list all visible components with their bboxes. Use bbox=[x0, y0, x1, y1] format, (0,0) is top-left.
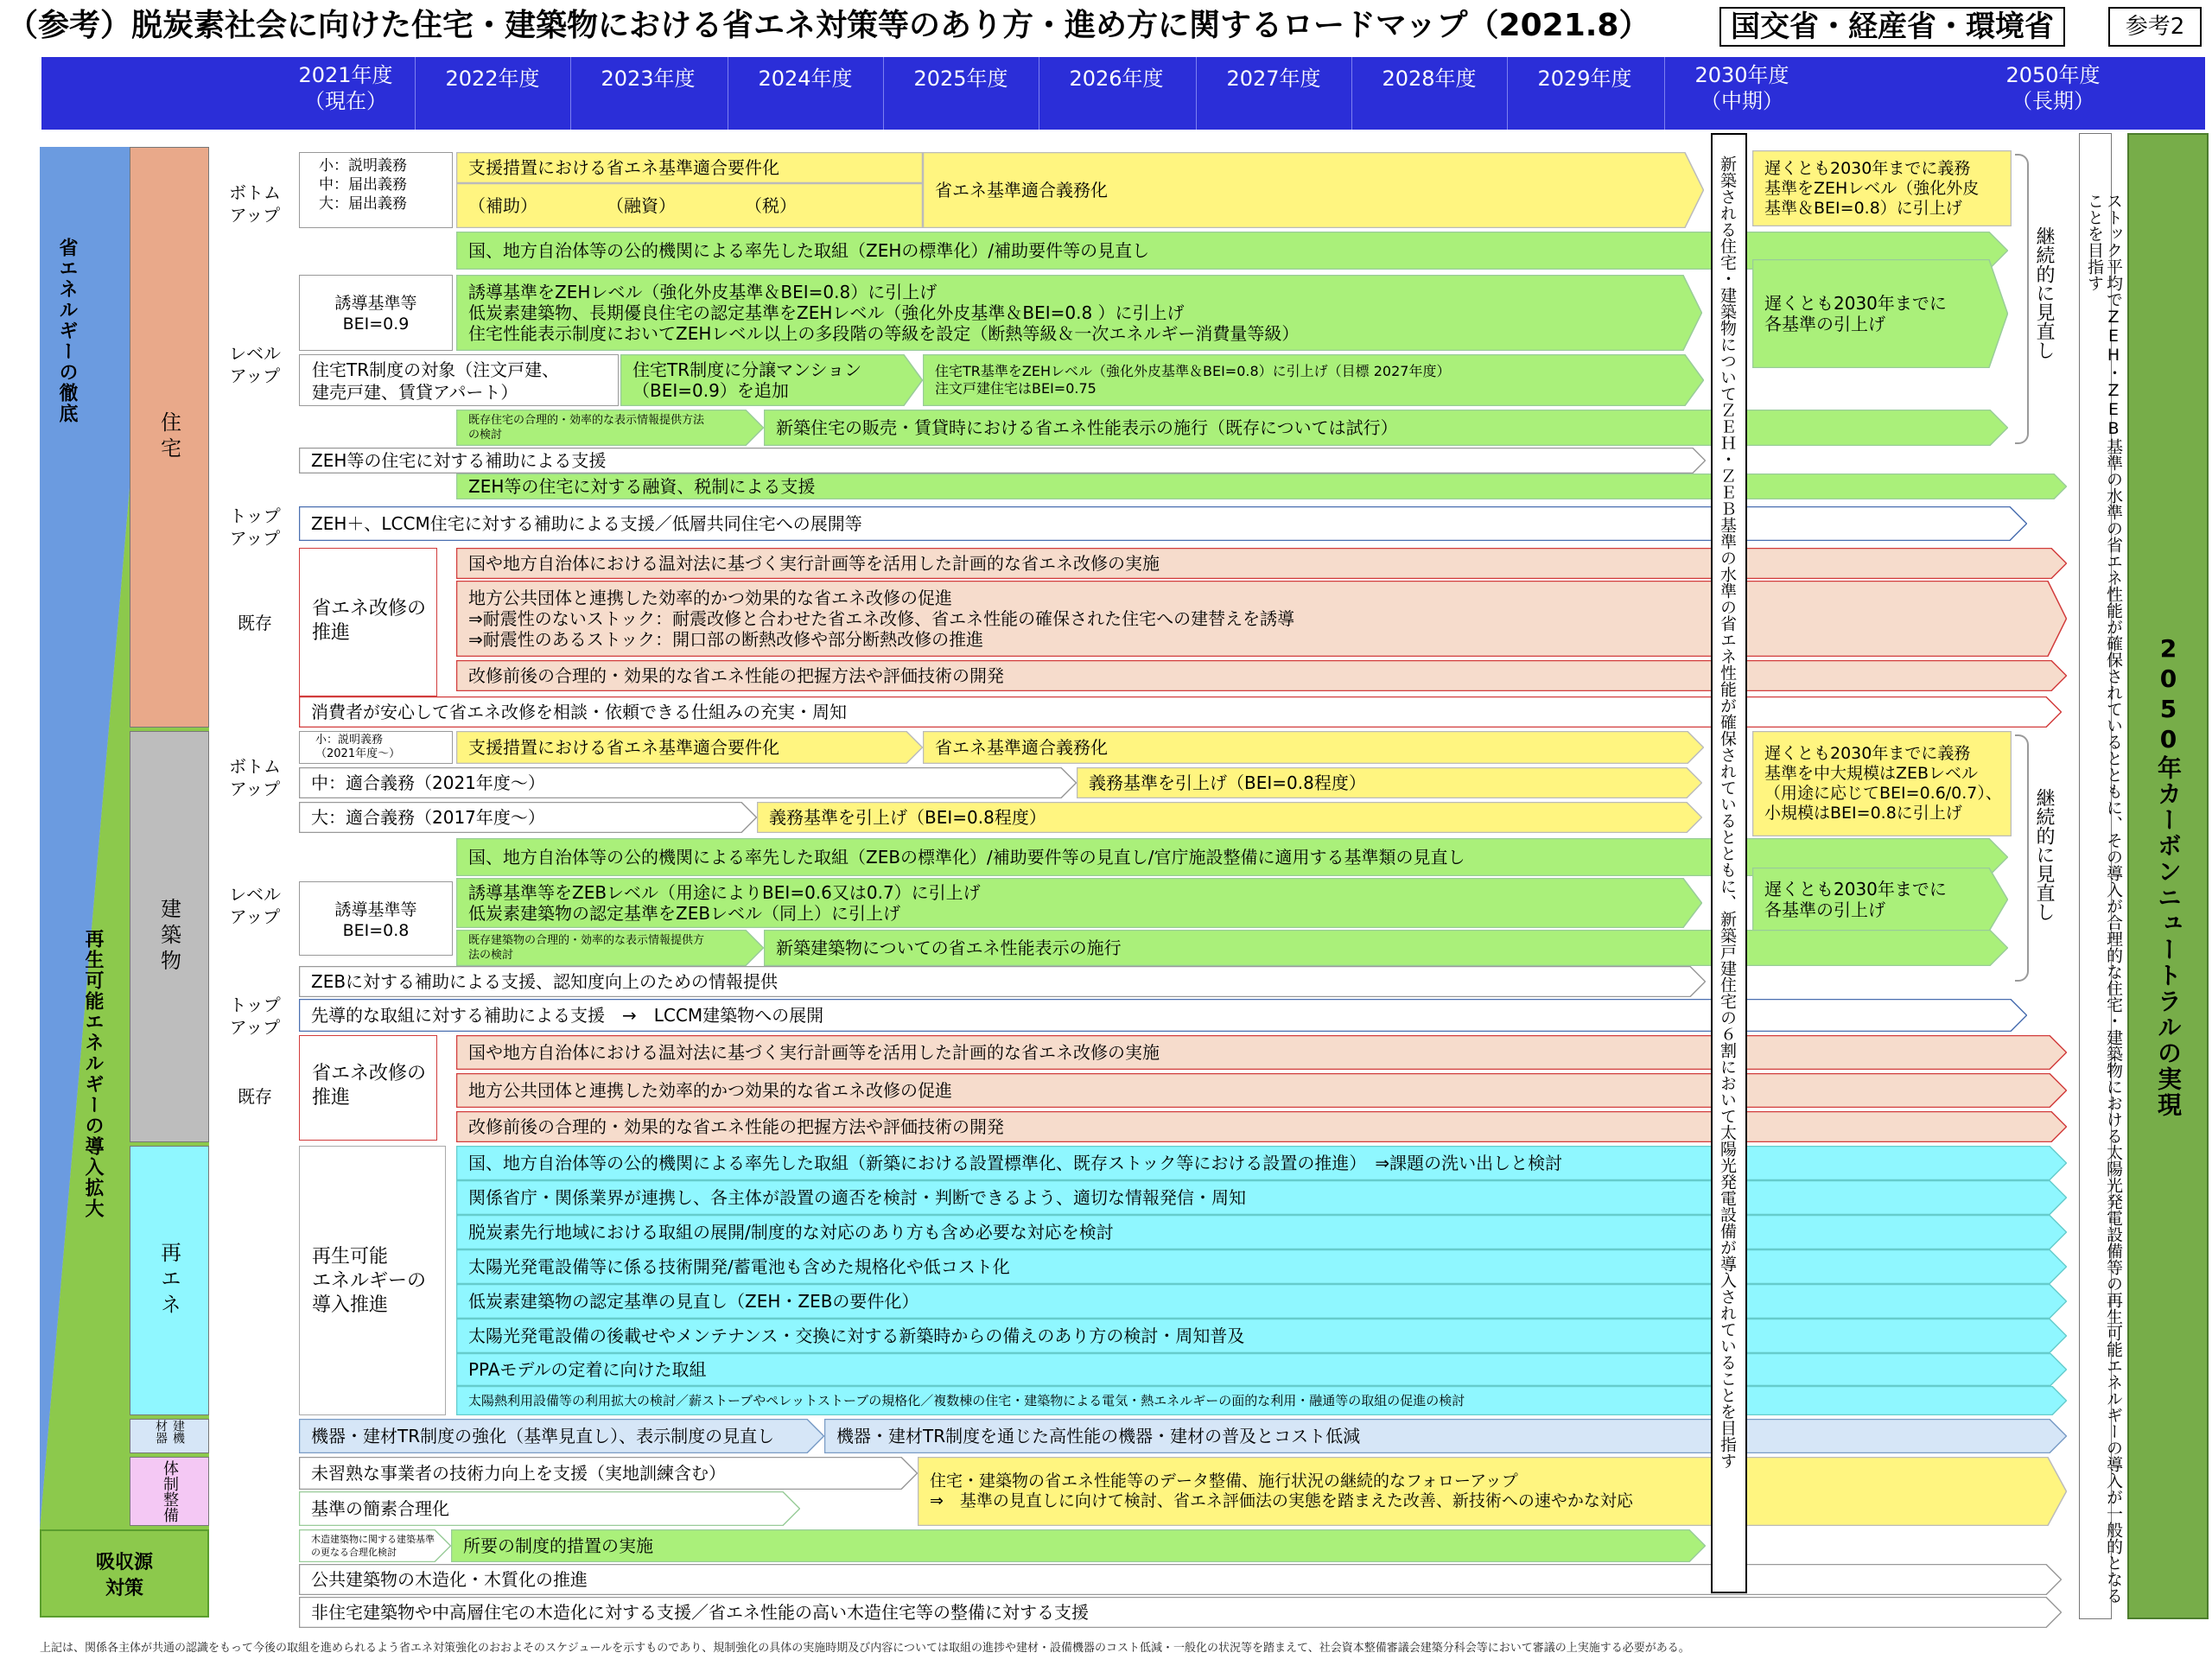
org-label: 国交省・経産省・環境省 bbox=[1719, 7, 2065, 47]
roadmap-bar-e2 bbox=[824, 1419, 2067, 1453]
long-term-target-box bbox=[2079, 133, 2123, 1619]
roadmap-bar-h11 bbox=[456, 660, 2067, 691]
cat-house-label: 住宅 bbox=[156, 411, 181, 463]
absorb-label-2: 対策 bbox=[105, 1578, 143, 1599]
label-house-tr: 住宅TR制度の対象（注文戸建、 建売戸建、賃貸アパート） bbox=[299, 354, 619, 406]
roadmap-bar-a1a bbox=[299, 1529, 451, 1562]
roadmap-bar-h1b bbox=[456, 183, 923, 228]
review-brace-bldg bbox=[2015, 734, 2029, 982]
label-house-duty: 小：説明義務 中：届出義務 大：届出義務 bbox=[299, 152, 453, 228]
roadmap-bar-h7 bbox=[456, 474, 2067, 499]
roadmap-bar-text: 支援措置における省エネ基準適合要件化 bbox=[468, 157, 779, 178]
mid-term-target-box bbox=[1711, 133, 1747, 1593]
roadmap-bar-text: PPAモデルの定着に向けた取組 bbox=[468, 1359, 707, 1380]
roadmap-bar-b9 bbox=[456, 1035, 2067, 1070]
roadmap-bar-text: 新築建築物についての省エネ性能表示の施行 bbox=[776, 938, 1122, 958]
roadmap-bar-r5 bbox=[456, 1284, 2067, 1319]
roadmap-bar-a3 bbox=[299, 1597, 2062, 1628]
page-title: （参考）脱炭素社会に向けた住宅・建築物における省エネ対策等のあり方・進め方に関するロードマップ（2021.8） bbox=[7, 8, 1650, 43]
year-label: 2028年度 bbox=[1382, 67, 1477, 91]
roadmap-bar-h1a bbox=[456, 152, 923, 183]
roadmap-bar-h1d bbox=[1752, 150, 2012, 226]
goal-2050-text: 2050年カーボンニュートラルの実現 bbox=[2154, 634, 2183, 1118]
roadmap-bar-text: 国、地方自治体等の公的機関による率先した取組（ZEHの標準化）/補助要件等の見直し bbox=[468, 240, 1150, 261]
roadmap-bar-text: ZEH等の住宅に対する融資、税制による支援 bbox=[468, 476, 816, 497]
roadmap-bar-b3 bbox=[299, 802, 757, 833]
roadmap-bar-text: 省エネ基準適合義務化 bbox=[935, 180, 1108, 200]
roadmap-bar-h4b bbox=[923, 354, 1704, 406]
roadmap-bar-text: 先導的な取組に対する補助による支援 → LCCM建築物への展開 bbox=[311, 1005, 824, 1026]
label-house-kaishu: 省エネ改修の 推進 bbox=[299, 548, 437, 696]
roadmap-bar-text: 国、地方自治体等の公的機関による率先した取組（ZEBの標準化）/補助要件等の見直し/官庁施設整備に適用する基準類の見直し bbox=[468, 847, 1465, 868]
goal-2050-box bbox=[2127, 133, 2209, 1619]
roadmap-bar-text: 住宅TR基準をZEHレベル（強化外皮基準＆BEI=0.8）に引上げ（目標 2027年度） 注文戸建住宅はBEI=0.75 bbox=[935, 363, 1451, 397]
label-renew: 再生可能 エネルギーの 導入推進 bbox=[299, 1146, 446, 1415]
year-label: 2026年度 bbox=[1069, 67, 1164, 91]
roadmap-bar-text: 非住宅建築物や中高層住宅の木造化に対する支援／省エネ性能の高い木造住宅等の整備に対する支援 bbox=[311, 1602, 1089, 1623]
roadmap-bar-b11 bbox=[456, 1111, 2067, 1142]
year-label: 2030年度 （中期） bbox=[1694, 63, 1789, 113]
roadmap-bar-r2 bbox=[456, 1180, 2067, 1215]
roadmap-bar-text: 遅くとも2030年までに 各基準の引上げ bbox=[1764, 879, 1947, 920]
roadmap-bar-h5a bbox=[456, 410, 764, 446]
roadmap-bar-h3 bbox=[456, 275, 1702, 351]
absorb-label-1: 吸収源 bbox=[95, 1552, 153, 1573]
roadmap-bar-b1a bbox=[456, 731, 923, 764]
roadmap-bar-text: 遅くとも2030年までに 各基準の引上げ bbox=[1764, 293, 1947, 334]
roadmap-bar-text: 住宅・建築物の省エネ性能等のデータ整備、施行状況の継続的なフォローアップ ⇒ 基準の見直しに向けて検討、省エネ評価法の実態を踏まえた改善、新技術への速やかな対応 bbox=[930, 1471, 1633, 1510]
roadmap-bar-text: ZEH＋、LCCM住宅に対する補助による支援／低層共同住宅への展開等 bbox=[311, 513, 862, 534]
cat-building-label: 建築物 bbox=[156, 898, 181, 976]
roadmap-bar-text: 義務基準を引上げ（BEI=0.8程度） bbox=[1089, 772, 1366, 793]
roadmap-bar-r1 bbox=[456, 1146, 2067, 1180]
roadmap-bar-text: 地方公共団体と連携した効率的かつ効果的な省エネ改修の促進 ⇒耐震性のないストック：耐震改修と合わせた省エネ改修、省エネ性能の確保された住宅への建替えを誘導 ⇒耐震性のあるストック：開口部の断熱改修や部分断熱改修の推進 bbox=[468, 588, 1295, 650]
roadmap-bar-text: ZEBに対する補助による支援、認知度向上のための情報提供 bbox=[311, 971, 779, 992]
side-energy-label: 省エネルギーの徹底 bbox=[56, 238, 78, 424]
side-renew-label: 再生可能エネルギーの導入拡大 bbox=[82, 929, 104, 1219]
roadmap-bar-b10 bbox=[456, 1073, 2067, 1108]
roadmap-bar-text: 国や地方自治体における温対法に基づく実行計画等を活用した計画的な省エネ改修の実施 bbox=[468, 553, 1160, 574]
roadmap-bar-h5b bbox=[764, 410, 2008, 446]
roadmap-bar-h1c bbox=[923, 152, 1704, 228]
roadmap-bar-text: 遅くとも2030年までに義務 基準を中大規模はZEBレベル （用途に応じてBEI=0.6/0.7）、 小規模はBEI=0.8に引上げ bbox=[1764, 744, 2002, 823]
roadmap-bar-b8 bbox=[299, 999, 2027, 1032]
year-label: 2027年度 bbox=[1226, 67, 1321, 91]
roadmap-bar-text: 省エネ基準適合義務化 bbox=[935, 737, 1108, 758]
roadmap-bar-h3d bbox=[1752, 259, 2008, 368]
sub-bldg-bottom: ボトム アップ bbox=[229, 756, 281, 799]
label-bldg-small: 小：説明義務 （2021年度～） bbox=[299, 731, 453, 764]
roadmap-bar-text: 国、地方自治体等の公的機関による率先した取組（新築における設置標準化、既存ストック等における設置の推進） ⇒課題の洗い出しと検討 bbox=[468, 1153, 1563, 1173]
roadmap-bar-text: ZEH等の住宅に対する補助による支援 bbox=[311, 450, 607, 471]
label-bldg-kaishu: 省エネ改修の 推進 bbox=[299, 1035, 437, 1141]
roadmap-bar-b5 bbox=[456, 878, 1702, 928]
roadmap-bar-b2x bbox=[1077, 767, 1702, 798]
review-label-bldg: 継続的に見直し bbox=[2033, 788, 2055, 921]
review-label-house: 継続的に見直し bbox=[2033, 226, 2055, 359]
label-bldg-yudo: 誘導基準等 BEI=0.8 bbox=[299, 881, 453, 956]
roadmap-bar-text: 改修前後の合理的・効果的な省エネ性能の把握方法や評価技術の開発 bbox=[468, 665, 1004, 686]
year-label: 2023年度 bbox=[601, 67, 696, 91]
roadmap-bar-text: 低炭素建築物の認定基準の見直し（ZEH・ZEBの要件化） bbox=[468, 1291, 919, 1312]
roadmap-bar-r7 bbox=[456, 1353, 2067, 1386]
roadmap-bar-h4a bbox=[620, 354, 923, 406]
sub-bldg-top: トップ アップ bbox=[229, 995, 281, 1038]
review-brace-house bbox=[2015, 154, 2029, 444]
roadmap-bar-text: 関係省庁・関係業界が連携し、各主体が設置の適否を検討・判断できるよう、適切な情報発信・周知 bbox=[468, 1187, 1246, 1208]
roadmap-bar-text: 義務基準を引上げ（BEI=0.8程度） bbox=[769, 807, 1046, 828]
roadmap-bar-text: 地方公共団体と連携した効率的かつ効果的な省エネ改修の促進 bbox=[468, 1080, 952, 1101]
roadmap-bar-h6 bbox=[299, 448, 1706, 474]
sub-bldg-level: レベル アップ bbox=[229, 884, 281, 927]
roadmap-bar-b6b bbox=[764, 930, 2008, 966]
roadmap-bar-b1d bbox=[1752, 731, 2012, 836]
sub-bldg-exist: 既存 bbox=[238, 1086, 272, 1107]
roadmap-bar-a1b bbox=[451, 1529, 1706, 1562]
roadmap-bar-text: 機器・建材TR制度の強化（基準見直し）、表示制度の見直し bbox=[311, 1426, 775, 1446]
roadmap-bar-h12 bbox=[299, 696, 2062, 728]
roadmap-bar-h8 bbox=[299, 506, 2027, 541]
year-label: 2029年度 bbox=[1537, 67, 1632, 91]
year-label: 2022年度 bbox=[445, 67, 540, 91]
roadmap-bar-text: 新築住宅の販売・賃貸時における省エネ性能表示の施行（既存については試行） bbox=[776, 417, 1398, 438]
sub-house-bottom: ボトム アップ bbox=[229, 182, 281, 226]
roadmap-bar-s3 bbox=[918, 1457, 2067, 1526]
roadmap-bar-text: 木造建築物に関する建築基準 の更なる合理化検討 bbox=[311, 1534, 435, 1558]
roadmap-bar-text: 公共建築物の木造化・木質化の推進 bbox=[311, 1569, 588, 1590]
roadmap-bar-text: 既存建築物の合理的・効率的な表示情報提供方 法の検討 bbox=[468, 934, 705, 962]
roadmap-bar-b6a bbox=[456, 930, 764, 966]
roadmap-bar-text: 改修前後の合理的・効果的な省エネ性能の把握方法や評価技術の開発 bbox=[468, 1116, 1004, 1137]
roadmap-bar-h10 bbox=[456, 581, 2067, 657]
roadmap-bar-text: 所要の制度的措置の実施 bbox=[463, 1535, 653, 1556]
roadmap-bar-text: 大：適合義務（2017年度～） bbox=[311, 807, 545, 828]
roadmap-bar-b1b bbox=[923, 731, 1704, 764]
year-label: 2024年度 bbox=[758, 67, 853, 91]
roadmap-bar-text: 中：適合義務（2021年度～） bbox=[311, 772, 545, 793]
mid-term-target-text: 新築される住宅・建築物についてＺＥＨ・ＺＥＢ基準の水準の省エネ性能が確保されているとともに、新築戸建住宅の６割において太陽光発電設備が導入されていることを目指す bbox=[1718, 156, 1737, 1469]
roadmap-bar-text: 支援措置における省エネ基準適合要件化 bbox=[468, 737, 779, 758]
roadmap-bar-text: 未習熟な事業者の技術力向上を支援（実地訓練含む） bbox=[311, 1463, 726, 1484]
roadmap-bar-text: 太陽光発電設備等に係る技術開発/蓄電池も含めた規格化や低コスト化 bbox=[468, 1256, 1010, 1277]
roadmap-bar-text: 国や地方自治体における温対法に基づく実行計画等を活用した計画的な省エネ改修の実施 bbox=[468, 1042, 1160, 1063]
roadmap-bar-a2 bbox=[299, 1564, 2062, 1595]
roadmap-bar-text: 既存住宅の合理的・効率的な表示情報提供方法 の検討 bbox=[468, 414, 705, 442]
roadmap-bar-b5d bbox=[1752, 868, 2008, 931]
roadmap-bar-text: 脱炭素先行地域における取組の展開/制度的な対応のあり方も含め必要な対応を検討 bbox=[468, 1222, 1114, 1243]
sub-house-level: レベル アップ bbox=[229, 343, 281, 386]
cat-equip-label: 建機材器 bbox=[154, 1420, 185, 1444]
roadmap-bar-text: 太陽熱利用設備等の利用拡大の検討／薪ストーブやペレットストーブの規格化／複数棟の住宅・建築物による電気・熱エネルギーの面的な利用・融通等の取組の促進の検討 bbox=[468, 1392, 1465, 1408]
roadmap-bar-h9 bbox=[456, 548, 2067, 579]
cat-system-label: 体制整備 bbox=[161, 1460, 179, 1522]
footnote: 上記は、関係各主体が共通の認識をもって今後の取組を進められるよう省エネ対策強化のおおよそのスケジュールを示すものであり、規制強化の具体の実施時期及び内容については取組の進捗や建材・設備機器のコスト低減・一般化の状況等を踏まえて、社会資本整備審議会建築分科会等において審議の上実施する必要がある。 bbox=[40, 1642, 1690, 1655]
roadmap-bar-s1 bbox=[299, 1457, 918, 1490]
roadmap-bar-text: 誘導基準をZEHレベル（強化外皮基準＆BEI=0.8）に引上げ 低炭素建築物、長期優良住宅の認定基準をZEHレベル（強化外皮基準＆BEI=0.8 ）に引上げ 住宅性能表示制度においてZEHレベル以上の多段階の等級を設定（断熱等級＆一次エネルギー消費量等級） bbox=[468, 282, 1300, 344]
roadmap-bar-text: 住宅TR制度に分譲マンション （BEI=0.9）を追加 bbox=[632, 359, 862, 401]
year-label: 2050年度 （長期） bbox=[2005, 63, 2101, 113]
roadmap-bar-b3x bbox=[757, 802, 1702, 833]
roadmap-bar-r4 bbox=[456, 1249, 2067, 1284]
sub-house-exist: 既存 bbox=[238, 613, 272, 633]
roadmap-bar-text: 基準の簡素合理化 bbox=[311, 1498, 449, 1519]
roadmap-bar-r6 bbox=[456, 1319, 2067, 1353]
long-term-target-text: ストック平均でZEH・ZEB基準の水準の省エネ性能が確保されているとともに、その導入が合理的な住宅・建築物における太陽光発電設備等の再生可能エネルギーの導入が一般的となることを目指す bbox=[2085, 193, 2123, 1604]
roadmap-bar-text: 消費者が安心して省エネ改修を相談・依頼できる仕組みの充実・周知 bbox=[311, 702, 847, 722]
roadmap-bar-b7 bbox=[299, 966, 1706, 997]
cat-renew-label: 再エネ bbox=[156, 1242, 181, 1319]
label-house-yudo: 誘導基準等 BEI=0.9 bbox=[299, 275, 453, 351]
roadmap-bar-text: 誘導基準等をZEBレベル（用途によりBEI=0.6又は0.7）に引上げ 低炭素建築物の認定基準をZEBレベル（同上）に引上げ bbox=[468, 882, 981, 924]
roadmap-bar-text: （補助） （融資） （税） bbox=[468, 195, 797, 216]
sub-house-top: トップ アップ bbox=[229, 505, 281, 549]
roadmap-bar-text: 機器・建材TR制度を通じた高性能の機器・建材の普及とコスト低減 bbox=[836, 1426, 1361, 1446]
ref-label: 参考2 bbox=[2108, 7, 2202, 47]
roadmap-bar-text: 太陽光発電設備の後載せやメンテナンス・交換に対する新築時からの備えのあり方の検討・周知普及 bbox=[468, 1325, 1245, 1346]
roadmap-bar-s2 bbox=[299, 1491, 800, 1526]
year-label: 2021年度 （現在） bbox=[298, 63, 393, 113]
roadmap-bar-text: 遅くとも2030年までに義務 基準をZEHレベル（強化外皮 基準＆BEI=0.8）に引上げ bbox=[1764, 158, 1980, 218]
year-label: 2025年度 bbox=[913, 67, 1008, 91]
roadmap-bar-r3 bbox=[456, 1215, 2067, 1249]
roadmap-bar-r8 bbox=[456, 1386, 2067, 1415]
roadmap-bar-b2 bbox=[299, 767, 1077, 798]
roadmap-bar-e1 bbox=[299, 1419, 824, 1453]
